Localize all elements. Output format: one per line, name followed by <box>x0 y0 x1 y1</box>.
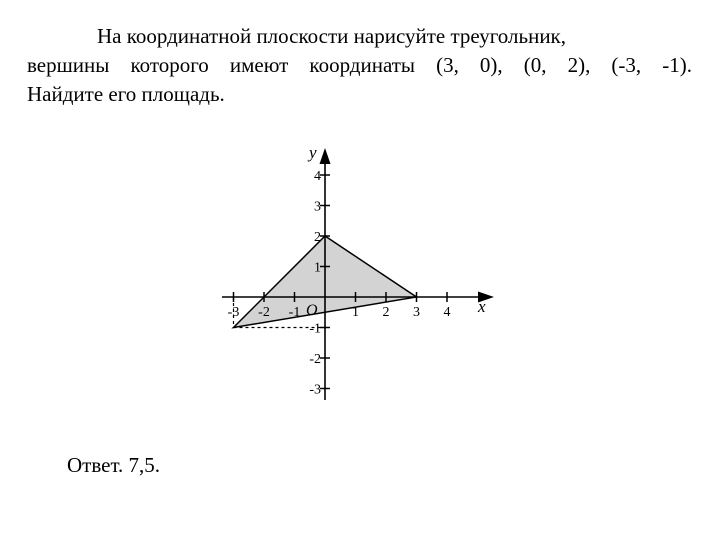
origin-label: O <box>306 302 318 319</box>
x-tick-label: 4 <box>443 305 451 320</box>
y-tick-label: 1 <box>314 260 321 276</box>
y-tick-label: 4 <box>314 169 321 184</box>
x-tick-label: 3 <box>413 305 420 320</box>
y-tick-label: 2 <box>314 230 321 245</box>
y-axis-arrow-icon <box>320 148 331 164</box>
y-tick-label: -2 <box>309 352 321 367</box>
x-tick-label: -3 <box>227 305 240 320</box>
x-tick-label: -2 <box>258 305 270 320</box>
x-tick-label: 1 <box>352 305 359 320</box>
x-tick-label: -1 <box>288 305 301 320</box>
x-axis-label: x <box>478 297 486 316</box>
answer-text: Ответ. 7,5. <box>67 453 161 477</box>
y-axis-label: y <box>309 143 317 162</box>
y-tick-label: 3 <box>314 199 321 215</box>
problem-line-2: вершины которого имеют координаты (3, 0), (0, 2), (-3, -1). <box>27 53 692 77</box>
x-tick-label: 2 <box>382 305 390 320</box>
problem-line-1: На координатной плоскости нарисуйте треугольник, <box>97 24 567 48</box>
y-tick-label: -1 <box>309 321 321 337</box>
problem-line-3: Найдите его площадь. <box>27 82 225 106</box>
y-tick-label: -3 <box>309 382 321 398</box>
